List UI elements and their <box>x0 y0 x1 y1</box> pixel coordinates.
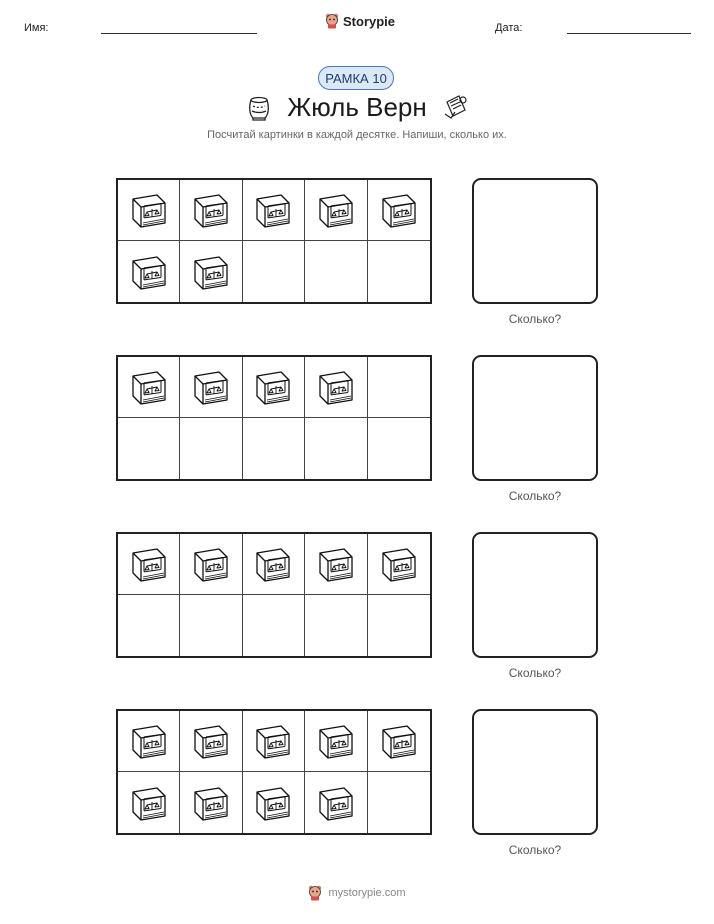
footer-site: mystorypie.com <box>328 887 406 899</box>
book-scales-icon <box>253 191 293 229</box>
ten-frame-cell <box>180 711 242 772</box>
ten-frame-cell <box>368 534 430 595</box>
ten-frame-cell <box>368 180 430 241</box>
storypie-mascot-icon <box>325 13 339 29</box>
ten-frame-cell <box>305 711 367 772</box>
book-scales-icon <box>253 784 293 822</box>
ten-frame-cell <box>118 418 180 479</box>
ten-frame-cell <box>180 357 242 418</box>
ten-frame-cell <box>243 418 305 479</box>
footer <box>0 885 714 901</box>
ten-frame-cell <box>368 595 430 656</box>
book-scales-icon <box>191 191 231 229</box>
ten-frame-cell <box>368 772 430 833</box>
book-scales-icon <box>316 191 356 229</box>
page-title: Жюль Верн <box>287 92 427 122</box>
ten-frame-cell <box>305 418 367 479</box>
ten-frame-cell <box>118 180 180 241</box>
book-scales-icon <box>191 253 231 291</box>
book-scales-icon <box>253 545 293 583</box>
ten-frame-cell <box>180 772 242 833</box>
brand-logo <box>325 13 395 29</box>
book-scales-icon <box>129 784 169 822</box>
ten-frame-cell <box>305 180 367 241</box>
name-label: Имя: <box>24 22 49 34</box>
ten-frame-cell <box>118 241 180 302</box>
ten-frame-cell <box>180 241 242 302</box>
ten-frame-cell <box>243 534 305 595</box>
ten-frame-cell <box>305 595 367 656</box>
ten-frame-cell <box>243 241 305 302</box>
book-scales-icon <box>379 722 419 760</box>
book-scales-icon <box>253 722 293 760</box>
book-scales-icon <box>316 784 356 822</box>
ten-frame-cell <box>368 357 430 418</box>
name-field[interactable] <box>101 33 257 34</box>
book-scales-icon <box>379 545 419 583</box>
ten-frame-cell <box>243 180 305 241</box>
ten-frame-cell <box>180 534 242 595</box>
book-scales-icon <box>379 191 419 229</box>
book-scales-icon <box>191 784 231 822</box>
ten-frame-cell <box>118 711 180 772</box>
answer-box[interactable] <box>472 532 598 658</box>
ten-frame-cell <box>368 241 430 302</box>
date-field[interactable] <box>567 33 691 34</box>
book-scales-icon <box>316 722 356 760</box>
ten-frame-cell <box>180 180 242 241</box>
book-scales-icon <box>129 545 169 583</box>
book-scales-icon <box>191 545 231 583</box>
answer-box[interactable] <box>472 355 598 481</box>
ten-frame-cell <box>305 772 367 833</box>
instructions: Посчитай картинки в каждой десятке. Напиши, сколько их. <box>207 129 507 141</box>
frame-badge: РАМКА 10 <box>318 66 394 90</box>
storypie-mascot-icon <box>308 885 322 901</box>
book-scales-icon <box>129 722 169 760</box>
ten-frame-cell <box>305 241 367 302</box>
book-scales-icon <box>129 368 169 406</box>
ten-frame <box>116 178 432 304</box>
book-scales-icon <box>129 253 169 291</box>
ten-frame-cell <box>118 357 180 418</box>
ten-frame <box>116 709 432 835</box>
ten-frame-cell <box>305 534 367 595</box>
ten-frame-cell <box>368 418 430 479</box>
book-scales-icon <box>191 722 231 760</box>
ten-frame-cell <box>243 595 305 656</box>
ten-frame-cell <box>180 418 242 479</box>
ten-frame-cell <box>118 534 180 595</box>
answer-label: Сколько? <box>508 843 562 857</box>
answer-label: Сколько? <box>508 489 562 503</box>
book-scales-icon <box>191 368 231 406</box>
answer-label: Сколько? <box>508 666 562 680</box>
ten-frame <box>116 532 432 658</box>
ten-frame-cell <box>368 711 430 772</box>
date-label: Дата: <box>495 22 523 34</box>
book-scales-icon <box>129 191 169 229</box>
ten-frame-cell <box>118 595 180 656</box>
brand-name: Storypie <box>343 13 396 29</box>
ten-frame-cell <box>243 357 305 418</box>
ten-frame <box>116 355 432 481</box>
ten-frame-cell <box>180 595 242 656</box>
book-scales-icon <box>316 368 356 406</box>
book-scales-icon <box>253 368 293 406</box>
ten-frame-cell <box>243 772 305 833</box>
ten-frame-cell <box>118 772 180 833</box>
answer-box[interactable] <box>472 178 598 304</box>
answer-box[interactable] <box>472 709 598 835</box>
book-scales-icon <box>316 545 356 583</box>
answer-label: Сколько? <box>508 312 562 326</box>
ten-frame-cell <box>305 357 367 418</box>
ten-frame-cell <box>243 711 305 772</box>
